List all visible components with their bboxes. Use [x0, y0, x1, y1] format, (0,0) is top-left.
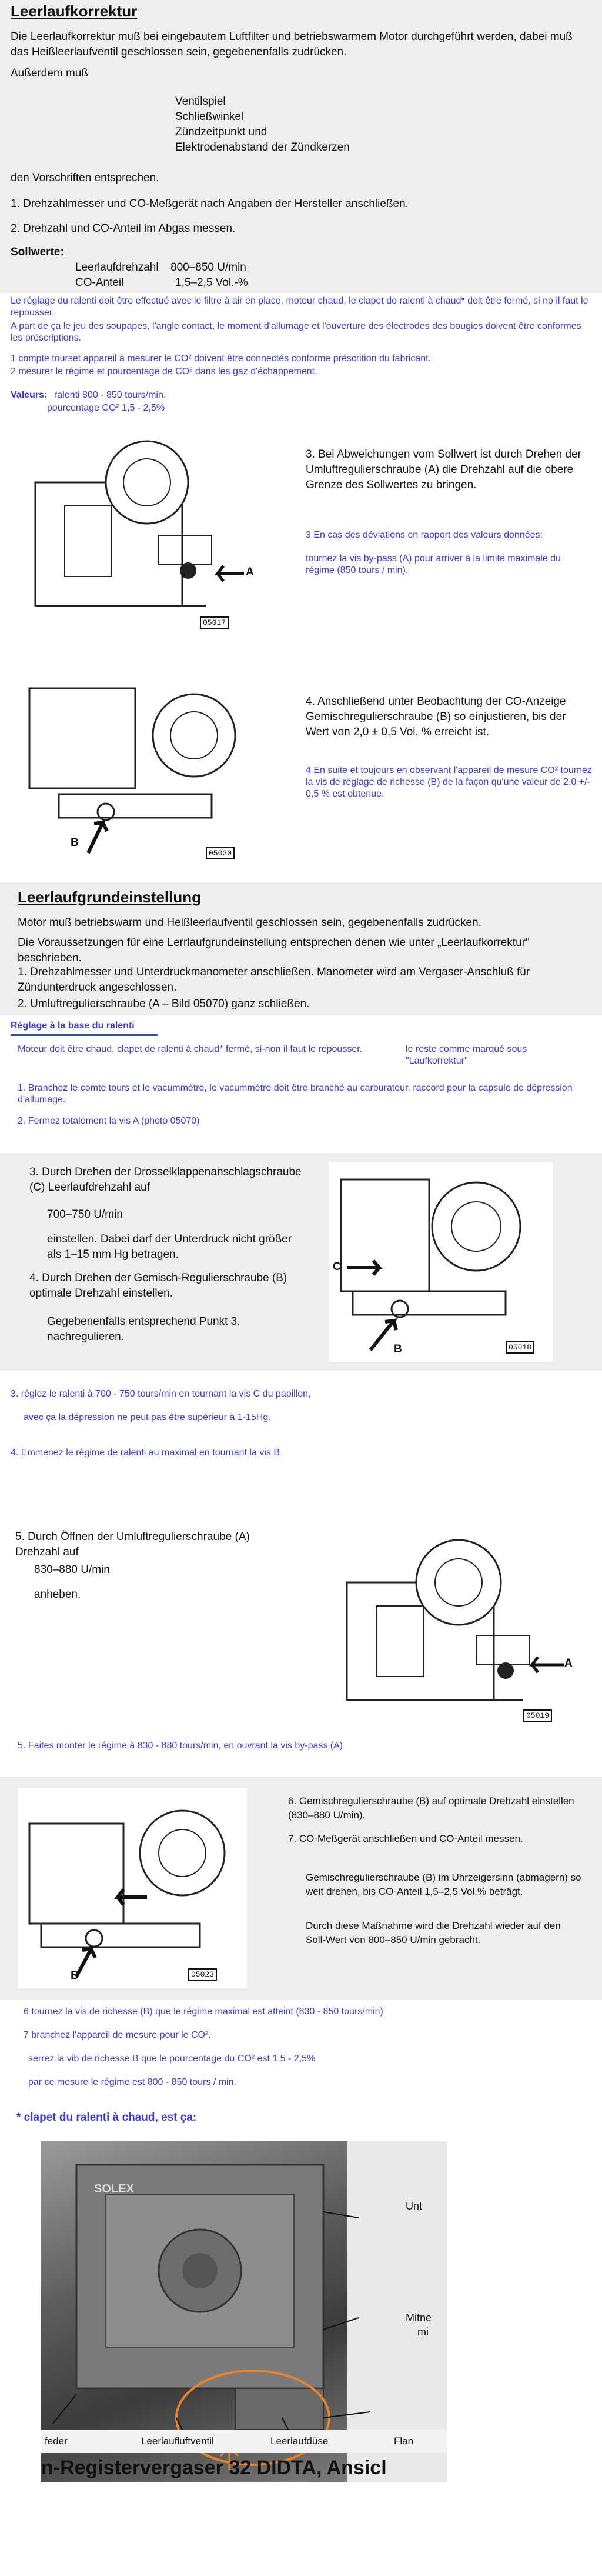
carburetor-figure-05017 — [12, 429, 259, 635]
fr-step-7c: par ce mesure le régime est 800 - 850 tours / min. — [28, 2077, 236, 2087]
label-a: A — [246, 566, 254, 578]
photo-label-mi: mi — [417, 2326, 429, 2338]
fr-step-3b: tournez la vis by-pass (A) pour arriver à la limite maximale du régime (850 tours / min). — [306, 554, 561, 575]
sollwerte-heading: Sollwerte: — [11, 246, 64, 258]
fr-step-4: 4 En suite et toujours en observant l'appareil de mesure CO² tournez la vis de réglage de richesse (B) de la façon qu'une valeur de 2.0 +/- 0,5 % est obtenue. — [306, 765, 592, 799]
fr-valeurs-label: Valeurs: — [11, 390, 48, 400]
photo-label-mitne: Mitne — [406, 2312, 432, 2324]
fr2-paragraph-1a: Moteur doit être chaud, clapet de ralenti à chaud* fermé, si-non il faut le repousser. — [18, 1044, 363, 1054]
step-1: 1. Drehzahlmesser und CO-Meßgerät nach Angaben der Hersteller anschließen. — [11, 198, 409, 210]
fr-valeurs-2: pourcentage CO² 1,5 - 2,5% — [47, 403, 165, 413]
section-title-leerlaufkorrektur: Leerlaufkorrektur — [11, 2, 138, 20]
photo-label-flan: Flan — [394, 2435, 414, 2447]
sec2-step-2: 2. Umluftregulierschraube (A – Bild 05070) ganz schließen. — [18, 998, 310, 1010]
step-3-text: 3. Bei Abweichungen vom Sollwert ist durch Drehen der Umluftregulierschraube (A) die Drehzahl auf die obere Grenze des Sollwertes zu bringen. — [306, 448, 581, 491]
fr-paragraph-1: Le réglage du ralenti doit être effectué avec le filtre à air en place, moteur chaud, le clapet de ralenti à chaud* doit être fermé, si no il faut le repousser. — [11, 296, 588, 318]
fr3-paragraph-3: 4. Emmenez le régime de ralenti au maximal en tournant la vis B — [11, 1448, 280, 1458]
carburetor-figure-05018 — [329, 1162, 553, 1362]
carburetor-drawing-icon — [12, 429, 259, 635]
figure-number: 05023 — [188, 1968, 217, 1981]
step-5-text: 5. Durch Öffnen der Umluftregulierschraube (A) Drehzahl auf — [15, 1531, 250, 1558]
fr-step-5: 5. Faites monter le régime à 830 - 880 tours/min, en ouvrant la vis by-pass (A) — [18, 1741, 343, 1751]
carburetor-drawing-icon — [18, 1788, 247, 1988]
label-a: A — [564, 1657, 573, 1669]
co-label: CO-Anteil — [75, 276, 124, 289]
label-b: B — [71, 837, 79, 849]
fr-step-3a: 3 En cas des déviations en rapport des valeurs données: — [306, 530, 543, 540]
footnote-title: * clapet du ralenti à chaud, est ça: — [16, 2111, 197, 2124]
ausserdem-text: Außerdem muß — [11, 67, 88, 79]
photo-label-unt: Unt — [406, 2200, 423, 2212]
fr-step-6: 6 tournez la vis de richesse (B) que le régime maximal est atteint (830 - 850 tours/min) — [24, 2007, 383, 2017]
label-b: B — [71, 1970, 79, 1982]
fr-section-title: Réglage à la base du ralenti — [11, 1021, 135, 1031]
fr-paragraph-4: 2 mesurer le régime et pourcentage de CO² dans les gaz d'échappement. — [11, 366, 317, 376]
vorschriften-text: den Vorschriften entsprechen. — [11, 172, 159, 184]
step-3b-rpm: 700–750 U/min — [47, 1208, 123, 1221]
requirement-2: Schließwinkel — [175, 111, 244, 123]
carburetor-photo — [41, 2141, 447, 2482]
carburetor-figure-05020 — [24, 665, 253, 865]
fr2-paragraph-3: 2. Fermez totalement la vis A (photo 05070) — [18, 1116, 200, 1126]
fr-step-7: 7 branchez l'appareil de mesure pour le CO². — [24, 2030, 211, 2040]
fr2-paragraph-1b: le reste comme marqué sous "Laufkorrektur" — [406, 1044, 527, 1066]
photo-caption: n-Registervergaser 32 DIDTA, Ansicl — [41, 2457, 387, 2479]
fr-paragraph-2: A part de ça le jeu des soupapes, l'angle contact, le moment d'allumage et l'ouverture des électrodes des bougies doivent être conformes les préscriptions. — [11, 321, 581, 343]
sec2-step-1: 1. Drehzahlmesser und Unterdruckmanometer anschließen. Manometer wird am Vergaser-Anschluß für Zündunterdruck angeschlossen. — [18, 966, 530, 994]
sec2-paragraph-2: Die Voraussetzungen für eine Lerrlaufgrundeinstellung entsprechen denen wie unter „Leerlaufkorrektur" beschrieben. — [18, 937, 530, 964]
leerlauf-label: Leerlaufdrehzahl — [75, 261, 159, 274]
fr-step-7b: serrez la vib de richesse B que le pourcentage du CO² est 1,5 - 2,5% — [28, 2054, 316, 2064]
photo-label-feder: feder — [45, 2435, 68, 2447]
step-7-text: 7. CO-Meßgerät anschließen und CO-Anteil messen. — [288, 1833, 523, 1844]
step-4b-text: 4. Durch Drehen der Gemisch-Regulierschraube (B) optimale Drehzahl einstellen. — [29, 1272, 287, 1299]
label-c: C — [333, 1261, 341, 1273]
step-3b-text-2: einstellen. Dabei darf der Unterdruck nicht größer als 1–15 mm Hg betragen. — [47, 1233, 292, 1261]
step-5-text-2: anheben. — [34, 1588, 81, 1601]
fr-valeurs-1: ralenti 800 - 850 tours/min. — [54, 390, 166, 400]
fr3-paragraph-1: 3. réglez le ralenti à 700 - 750 tours/min en tournant la vis C du papillon, — [11, 1389, 311, 1399]
sec2-paragraph-1: Motor muß betriebswarm und Heißleerlaufventil geschlossen sein, gegebenenfalls zudrücken. — [18, 917, 481, 929]
carburetor-drawing-icon — [329, 1162, 553, 1362]
step-3b-text: 3. Durch Drehen der Drosselklappenanschlagschraube (C) Leerlaufdrehzahl auf — [29, 1166, 302, 1194]
step-5-rpm: 830–880 U/min — [34, 1564, 110, 1576]
photo-brand-label: SOLEX — [94, 2182, 134, 2195]
section-title-leerlaufgrundeinstellung: Leerlaufgrundeinstellung — [18, 888, 202, 906]
step-7-text-2: Gemischregulierschraube (B) im Uhrzeigersinn (abmagern) so weit drehen, bis CO-Anteil 1,5–2,5 Vol.% beträgt. — [306, 1872, 581, 1897]
fr3-paragraph-2: avec ça la dépression ne peut pas être supérieur à 1-15Hg. — [24, 1412, 271, 1422]
step-4-text: 4. Anschließend unter Beobachtung der CO-Anzeige Gemischregulierschraube (B) so einjustieren, bis der Wert von 2,0 ± 0,5 Vol. % erreicht ist. — [306, 695, 566, 738]
photo-label-leerlaufluftventil: Leerlaufluftventil — [141, 2435, 214, 2447]
carburetor-drawing-icon — [329, 1524, 576, 1729]
label-b: B — [394, 1343, 402, 1355]
intro-paragraph: Die Leerlaufkorrektur muß bei eingebautem Luftfilter und betriebswarmem Motor durchgeführt werden, dabei muß das Heißleerlaufventil geschlossen sein, gegebenenfalls zudrücken. — [11, 31, 573, 58]
carburetor-figure-05019 — [329, 1524, 576, 1729]
figure-number: 05019 — [523, 1709, 552, 1722]
figure-number: 05020 — [206, 847, 235, 859]
carburetor-figure-05023 — [18, 1788, 247, 1988]
photo-label-leerlaufduese: Leerlaufdüse — [270, 2435, 329, 2447]
step-7-text-3: Durch diese Maßnahme wird die Drehzahl wieder auf den Soll-Wert von 800–850 U/min gebracht. — [306, 1920, 561, 1945]
figure-number: 05018 — [506, 1341, 534, 1354]
section-divider — [11, 1034, 158, 1036]
leerlauf-value: 800–850 U/min — [170, 261, 246, 274]
fr-paragraph-3: 1 compte tourset appareil à mesurer le CO² doivent être connectés conforme préscrition du fabricant. — [11, 354, 432, 364]
step-4b-text-2: Gegebenenfalls entsprechend Punkt 3. nachregulieren. — [47, 1315, 240, 1343]
requirement-4: Elektrodenabstand der Zündkerzen — [175, 141, 350, 154]
carburetor-drawing-icon — [24, 665, 253, 865]
step-6-text: 6. Gemischregulierschraube (B) auf optimale Drehzahl einstellen (830–880 U/min). — [288, 1795, 574, 1821]
requirement-3: Zündzeitpunkt und — [175, 126, 267, 138]
figure-number: 05017 — [200, 616, 229, 629]
step-2: 2. Drehzahl und CO-Anteil im Abgas messen. — [11, 222, 236, 235]
fr2-paragraph-2: 1. Branchez le comte tours et le vacummètre, le vacummètre doit être branché au carburateur, raccord pour la capsule de dépression d'allumage. — [18, 1083, 573, 1105]
co-value: 1,5–2,5 Vol.-% — [175, 276, 248, 289]
requirement-1: Ventilspiel — [175, 95, 226, 108]
